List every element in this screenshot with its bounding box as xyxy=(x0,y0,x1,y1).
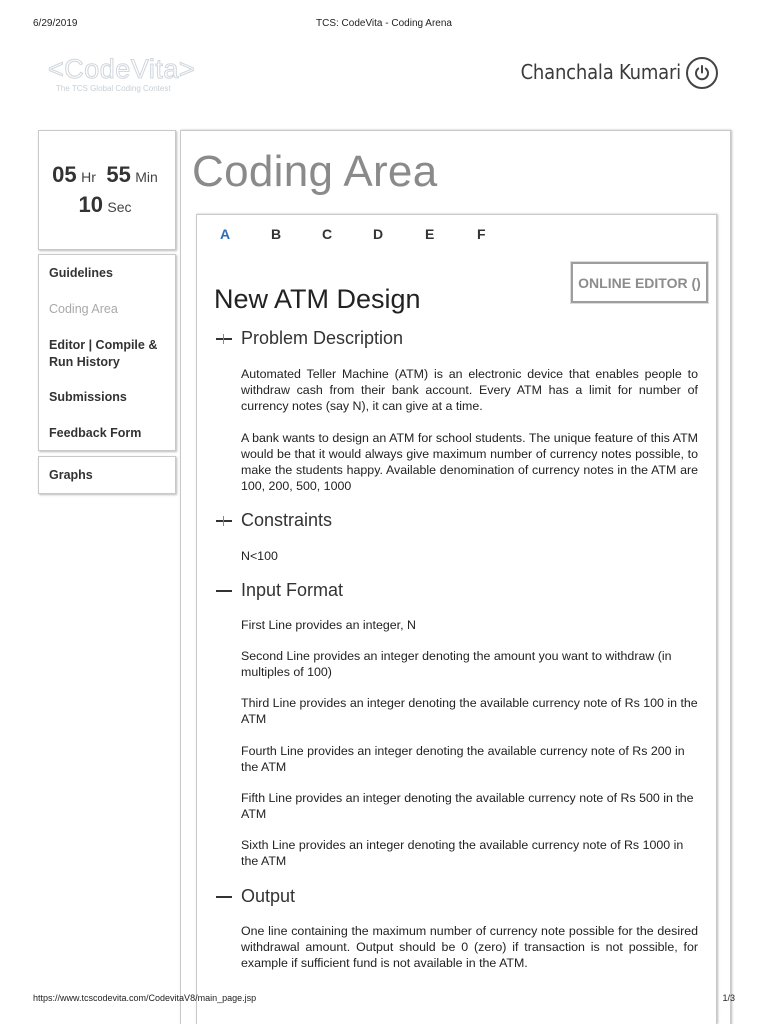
timer-minutes: 55 xyxy=(106,162,131,187)
tab-f[interactable]: F xyxy=(477,226,486,242)
tab-b[interactable]: B xyxy=(271,226,282,242)
sidebar-item-graphs[interactable] xyxy=(38,456,176,494)
codevita-logo[interactable] xyxy=(48,55,208,93)
graphs-label: Graphs xyxy=(49,468,93,482)
input-line: Sixth Line provides an integer denoting the available currency note of Rs 1000 in the ATM xyxy=(241,838,684,868)
user-name: Chanchala Kumari xyxy=(520,60,681,84)
collapse-icon xyxy=(216,338,232,340)
input-line: Fourth Line provides an integer denoting the available currency note of Rs 200 in the ATM xyxy=(241,744,685,774)
collapse-icon xyxy=(216,520,232,522)
tab-c[interactable]: C xyxy=(322,226,333,242)
section-constraints[interactable] xyxy=(216,510,332,531)
input-line: Second Line provides an integer denoting the amount you want to withdraw (in multiples of 100) xyxy=(241,649,672,679)
input-line: First Line provides an integer, N xyxy=(241,618,416,632)
sidebar-nav xyxy=(38,254,176,451)
page-title: Coding Area xyxy=(192,147,438,196)
logo-tagline: The TCS Global Coding Contest xyxy=(56,84,171,93)
tab-d[interactable]: D xyxy=(373,226,384,242)
print-title: TCS: CodeVita - Coding Arena xyxy=(315,18,452,29)
timer-seconds: 10 xyxy=(78,192,103,217)
section-heading: Problem Description xyxy=(241,328,404,348)
print-page-number: 1/3 xyxy=(722,993,735,1003)
section-heading: Input Format xyxy=(241,580,344,600)
logout-button[interactable] xyxy=(686,57,718,89)
print-url: https://www.tcscodevita.com/CodevitaV8/main_page.jsp xyxy=(33,993,257,1003)
countdown-timer xyxy=(38,130,176,250)
collapse-icon xyxy=(216,590,232,592)
sidebar-item-coding-area: Coding Area xyxy=(49,302,118,316)
power-icon xyxy=(693,64,711,82)
section-heading: Output xyxy=(241,886,296,906)
section-output[interactable] xyxy=(216,886,295,907)
timer-hours-unit: Hr xyxy=(81,169,96,185)
timer-seconds-unit: Sec xyxy=(107,199,132,215)
tab-e[interactable]: E xyxy=(425,226,435,242)
collapse-icon xyxy=(216,896,232,898)
timer-minutes-unit: Min xyxy=(135,169,158,185)
online-editor-button[interactable]: ONLINE EDITOR () xyxy=(571,262,708,303)
print-date: 6/29/2019 xyxy=(33,18,78,29)
constraints-text: N<100 xyxy=(241,549,278,563)
output-text: One line containing the maximum number of currency note possible for the desired withdrawal amount. Output should be 0 (zero) if transaction is not possible, for example if sufficient fund is not available in the ATM. xyxy=(241,924,698,970)
problem-title: New ATM Design xyxy=(214,284,421,314)
sidebar-item-feedback-form[interactable]: Feedback Form xyxy=(49,426,142,440)
section-input-format[interactable] xyxy=(216,580,343,601)
timer-seconds-row xyxy=(39,192,177,218)
input-line: Third Line provides an integer denoting the available currency note of Rs 100 in the ATM xyxy=(241,696,698,726)
description-paragraph: Automated Teller Machine (ATM) is an electronic device that enables people to withdraw cash from their bank account. Every ATM has a limit for number of currency notes (say N), it can give at a time. xyxy=(241,367,698,413)
section-heading: Constraints xyxy=(241,510,333,530)
tab-a[interactable]: A xyxy=(220,226,231,242)
description-paragraph: A bank wants to design an ATM for school students. The unique feature of this ATM would be that it would always give maximum number of currency notes possible, to make the students happy. Available denomination of currency notes in the ATM are 100, 200, 500, 1000 xyxy=(241,431,698,493)
logo-mark: <CodeVita> xyxy=(48,54,196,84)
section-problem-description[interactable] xyxy=(216,328,403,349)
sidebar-item-submissions[interactable]: Submissions xyxy=(49,390,127,404)
sidebar-item-guidelines[interactable]: Guidelines xyxy=(49,266,113,280)
sidebar-item-editor-history[interactable]: Editor | Compile & Run History xyxy=(49,338,158,369)
input-line: Fifth Line provides an integer denoting the available currency note of Rs 500 in the ATM xyxy=(241,791,694,821)
timer-hours-minutes xyxy=(39,162,177,188)
timer-hours: 05 xyxy=(52,162,77,187)
